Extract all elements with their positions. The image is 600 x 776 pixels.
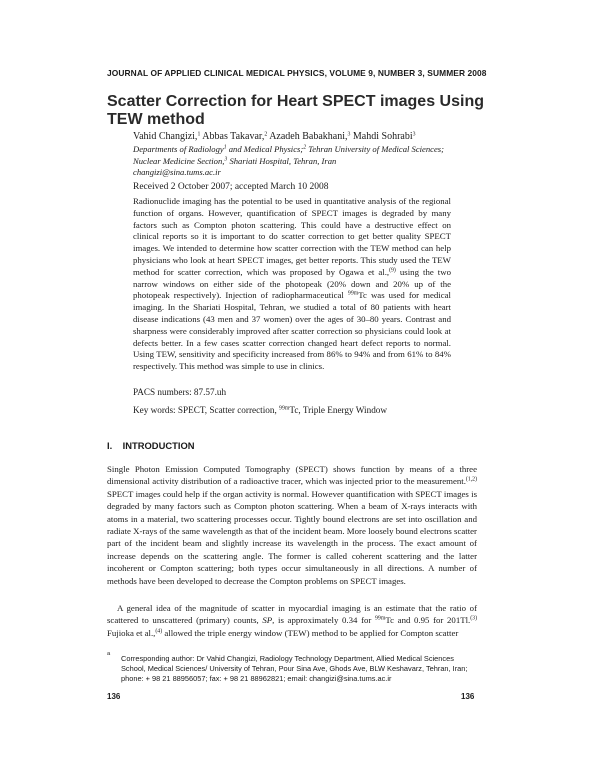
citation-ref: (1,2) — [465, 476, 477, 483]
affiliation-line-1: Departments of Radiology$^1$ and Medical Physics;$^2$ Tehran University of Medical Sciences; — [133, 144, 444, 154]
citation-ref: (4) — [155, 628, 163, 635]
keywords-label: Key words: — [133, 405, 178, 415]
isotope-mass: 99m — [347, 290, 359, 297]
isotope-mass: 99m — [375, 615, 386, 622]
affiliation-line-2: Nuclear Medicine Section,$^3$ Shariati Hospital, Tehran, Iran — [133, 156, 337, 166]
author-name: Azadeh Babakhani, — [269, 131, 348, 142]
citation-ref: (3) — [470, 615, 478, 622]
author-name: Vahid Changizi, — [133, 131, 198, 142]
author-name: Abbas Takavar, — [202, 131, 265, 142]
received-date: Received 2 October 2007; accepted March 10 2008 — [133, 182, 329, 192]
isotope-mass: 99m — [279, 405, 290, 412]
corresponding-author-footnote: a Corresponding author: Dr Vahid Changizi, Radiology Technology Department, Allied Medical Sciences School, Medical Sciences/ University of Tehran, Pour Sina Ave, Ghods Ave, BLW Keshavarz, Tehran, Iran; phone: + 98 21 88956057; fax: + 98 21 88962821; email: changizi@sina.tums.ac.ir — [107, 654, 479, 683]
paper-title: Scatter Correction for Heart SPECT images Using TEW method — [107, 93, 484, 128]
author-list — [133, 131, 416, 142]
abstract: Radionuclide imaging has the potential to be used in quantitative analysis of the regional function of organs. However, quantification of SPECT images is degraded by many factors such as Compton photon scattering. This could have a destructive effect on clinical reports so it is important to do scatter correction to get better quality SPECT images. We intended to determine how scatter correction with the TEW method can help physicians who look at heart SPECT images, get better reports. This study used the TEW method for scatter correction, which was proposed by Ogawa et al.,$^{(9)}$ using the two narrow windows on either side of the photopeak (20% down and 20% up of the photopeak respectively). Injection of radiopharmaceutical $^{99m}$Tc was used for medical imaging. In the Shariati Hospital, Tehran, we studied a total of 80 patients with heart disease indications (43 men and 37 women) over the ages of 30–80 years. Contrast and sharpness were considerably improved after scatter correction so physicians could look at defects better. In a few cases scatter correction changed heart defect reports to normal. Using TEW, sensitivity and specificity increased from 86% to 94% and from 61% to 84% respectively. This method was simple to use in clinics. — [133, 196, 451, 372]
author-affiliation-mark: 3 — [412, 131, 416, 138]
section-number: I. — [107, 440, 113, 451]
intro-paragraph-1: Single Photon Emission Computed Tomography (SPECT) shows function by means of a three dimensional activity distribution of a radioactive tracer, which was injected prior to the measurement.$^{(1,2)}$ SPECT images could help if the organ activity is normal. However quantification with SPECT images is degraded by many factors such as Compton photon scattering. When a beam of X-rays interacts with atoms in a material, two scattering processes occur. Tightly bound electrons are set into oscillation and radiate X-rays of the same wavelength as that of the incident beam. More loosely bound electrons scatter part of the incident beam and slightly increase its wavelength in the process. The exact amount of increase depends on the scattering angle. The former is called coherent scattering and the latter incoherent or Compton scattering; both types occur simultaneously in all directions. A number of methods have been developed to decrease the Compton problems on SPECT images. — [107, 464, 477, 586]
page-number-right: 136 — [461, 692, 475, 701]
author-name: Mahdi Sohrabi — [352, 131, 413, 142]
author-affiliation-mark: 2 — [264, 131, 268, 138]
section-title: INTRODUCTION — [122, 440, 195, 451]
author-affiliation-mark: 1 — [197, 131, 201, 138]
intro-paragraph-2: A general idea of the magnitude of scatter in myocardial imaging is an estimate that the ratio of scattered to unscattered (primary) counts, SP, is approximately 0.34 for $^{99m}$Tc and 0.95 for 201Tl.$^{(3)}$ Fujioka et al.,$^{(4)}$ allowed the triple energy window (TEW) method to be applied for Compton scatter — [107, 603, 478, 638]
author-affiliation-mark: 3 — [347, 131, 351, 138]
journal-header: JOURNAL OF APPLIED CLINICAL MEDICAL PHYSICS, VOLUME 9, NUMBER 3, SUMMER 2008 — [107, 68, 487, 78]
author-email[interactable]: changizi@sina.tums.ac.ir — [133, 167, 221, 177]
section-heading — [107, 440, 195, 451]
keywords: Key words: SPECT, Scatter correction, $^{99m}$Tc, Triple Energy Window — [133, 405, 388, 415]
citation-ref: (9) — [389, 267, 396, 274]
sp-symbol: SP — [262, 615, 273, 626]
pacs-numbers: PACS numbers: 87.57.uh — [133, 387, 227, 397]
footnote-text: Corresponding author: Dr Vahid Changizi, Radiology Technology Department, Allied Medical Sciences School, Medical Sciences/ University of Tehran, Pour Sina Ave, Ghods Ave, BLW Keshavarz, Tehran, Iran; phone: + 98 21 88956057; fax: + 98 21 88962821; email: changizi@sina.tums.ac.ir — [121, 654, 468, 683]
page-number-left: 136 — [107, 692, 121, 701]
